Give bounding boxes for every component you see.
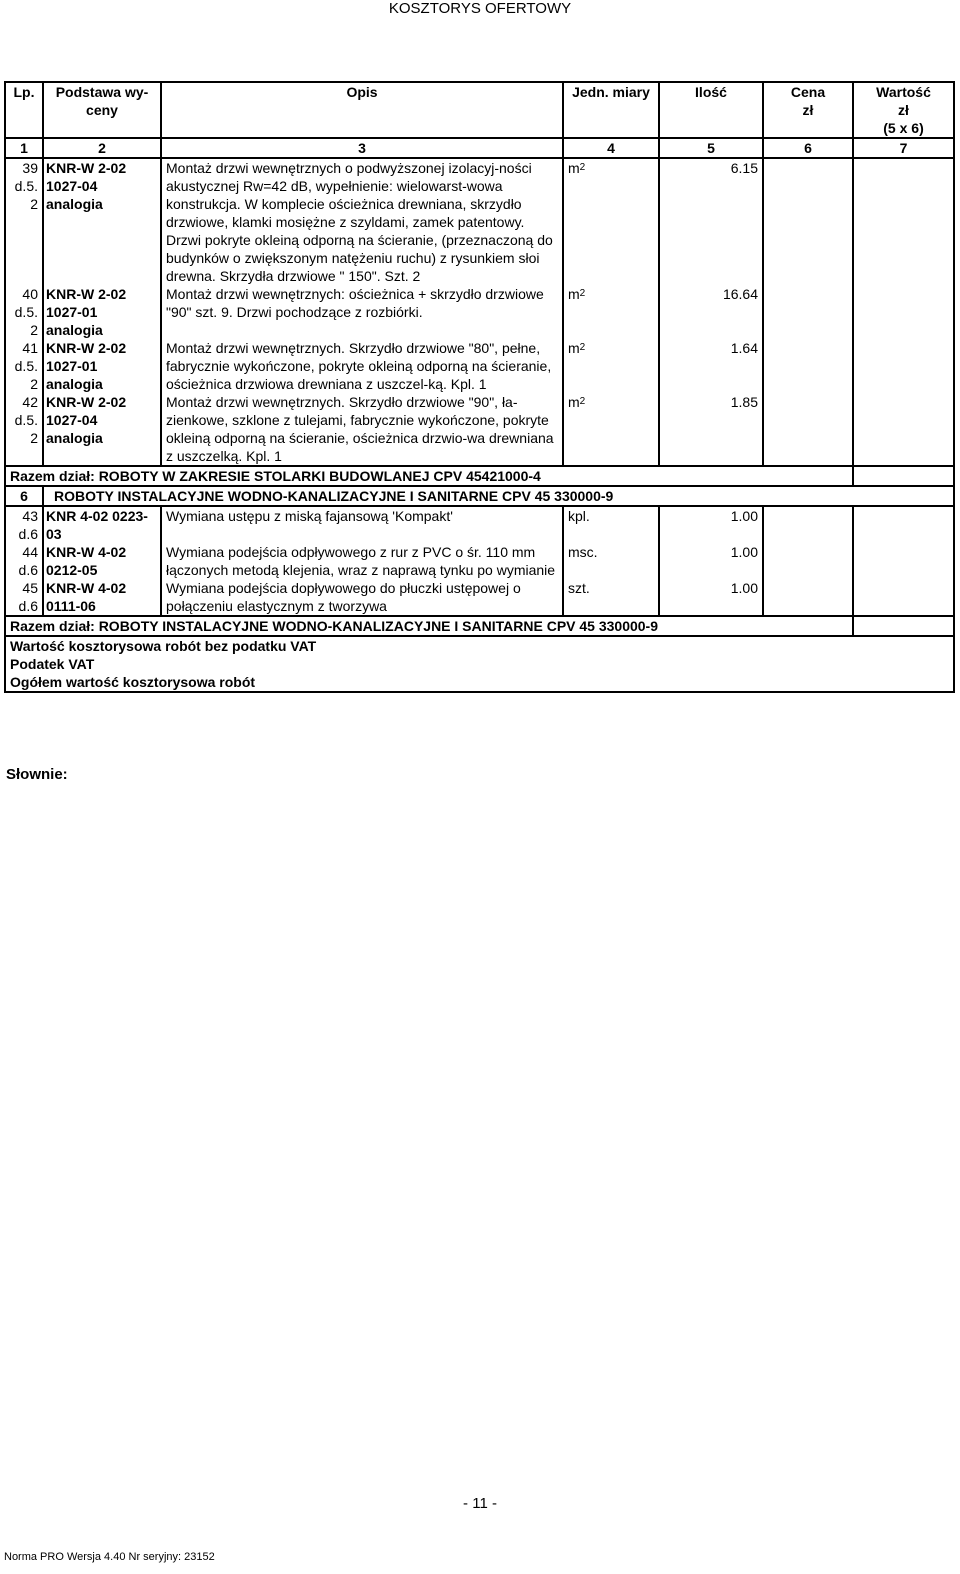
item-price (763, 506, 853, 543)
item-qty: 16.64 (659, 285, 763, 339)
item-value (853, 543, 954, 579)
item-basis: KNR-W 2-02 1027-04 analogia (43, 393, 161, 466)
item-unit: $m^2$ (563, 393, 659, 466)
section-summary-row (5, 616, 954, 636)
column-number-row (5, 138, 954, 158)
item-price (763, 339, 853, 393)
item-basis: KNR-W 4-02 0111-06 (43, 579, 161, 616)
item-unit: $m^2$ (563, 339, 659, 393)
total-net-row (5, 636, 954, 655)
item-lp: 43 d.6 (5, 506, 43, 543)
item-qty: 1.00 (659, 543, 763, 579)
total-gross-label: Ogółem wartość kosztorysowa robót (5, 673, 954, 692)
table-row (5, 506, 954, 543)
col-num-7: 7 (853, 138, 954, 158)
item-price (763, 393, 853, 466)
item-lp: 39 d.5. 2 (5, 158, 43, 285)
item-price (763, 158, 853, 285)
item-price (763, 579, 853, 616)
col-num-5: 5 (659, 138, 763, 158)
header-qty: Ilość (659, 82, 763, 138)
col-num-1: 1 (5, 138, 43, 158)
item-unit: kpl. (563, 506, 659, 543)
col-num-2: 2 (43, 138, 161, 158)
item-value (853, 393, 954, 466)
item-unit: szt. (563, 579, 659, 616)
item-desc: Montaż drzwi wewnętrznych: ościeżnica + skrzydło drzwiowe "90" szt. 9. Drzwi pochodzące z rozbiórki. (161, 285, 563, 339)
header-row (5, 82, 954, 138)
section-header-row (5, 486, 954, 506)
total-vat-row (5, 655, 954, 673)
item-unit: $m^2$ (563, 285, 659, 339)
item-basis: KNR 4-02 0223- 03 (43, 506, 161, 543)
total-gross-row (5, 673, 954, 692)
item-value (853, 579, 954, 616)
table-row (5, 579, 954, 616)
item-price (763, 543, 853, 579)
section-summary-label: Razem dział: ROBOTY INSTALACYJNE WODNO-KANALIZACYJNE I SANITARNE CPV 45 330000-9 (5, 616, 853, 636)
amount-in-words-label: Słownie: (6, 766, 68, 783)
software-footer: Norma PRO Wersja 4.40 Nr seryjny: 23152 (4, 1551, 215, 1563)
table-row (5, 339, 954, 393)
col-num-3: 3 (161, 138, 563, 158)
item-qty: 1.85 (659, 393, 763, 466)
table-row (5, 285, 954, 339)
section-lp: 6 (5, 486, 43, 506)
section-summary-row (5, 466, 954, 486)
item-value (853, 506, 954, 543)
total-net-label: Wartość kosztorysowa robót bez podatku VAT (5, 636, 954, 655)
item-desc: Wymiana podejścia dopływowego do płuczki ustępowej o połączeniu elastycznym z tworzywa (161, 579, 563, 616)
item-desc: Wymiana podejścia odpływowego z rur z PVC o śr. 110 mm łączonych metodą klejenia, wraz z naprawą tynku po wymianie (161, 543, 563, 579)
header-desc: Opis (161, 82, 563, 138)
item-qty: 1.64 (659, 339, 763, 393)
item-value (853, 285, 954, 339)
table-row (5, 543, 954, 579)
item-desc: Montaż drzwi wewnętrznych o podwyższonej izolacyj-ności akustycznej Rw=42 dB, wypełnienie: wielowarst-wowa konstrukcja. W komplecie ościeżnica drewniana, skrzydło drzwiowe, klamki mosiężne z szyldami, zamek patentowy. Drzwi pokryte okleiną odporną na ścieranie, (przeznaczoną do budynków o zwiększonym natężeniu ruchu) z rysunkiem słoi drewna. Skrzydła drzwiowe " 150". Szt. 2 (161, 158, 563, 285)
item-lp: 44 d.6 (5, 543, 43, 579)
col-num-6: 6 (763, 138, 853, 158)
item-qty: 6.15 (659, 158, 763, 285)
page-number: - 11 - (463, 1495, 497, 1512)
item-basis: KNR-W 2-02 1027-04 analogia (43, 158, 161, 285)
item-lp: 42 d.5. 2 (5, 393, 43, 466)
item-value (853, 339, 954, 393)
section-summary-label: Razem dział: ROBOTY W ZAKRESIE STOLARKI BUDOWLANEJ CPV 45421000-4 (5, 466, 853, 486)
item-qty: 1.00 (659, 579, 763, 616)
item-lp: 40 d.5. 2 (5, 285, 43, 339)
item-basis: KNR-W 2-02 1027-01 analogia (43, 339, 161, 393)
item-value (853, 158, 954, 285)
item-desc: Wymiana ustępu z miską fajansową 'Kompakt' (161, 506, 563, 543)
header-value: Wartość zł (5 x 6) (853, 82, 954, 138)
item-unit: msc. (563, 543, 659, 579)
item-basis: KNR-W 2-02 1027-01 analogia (43, 285, 161, 339)
item-lp: 41 d.5. 2 (5, 339, 43, 393)
item-basis: KNR-W 4-02 0212-05 (43, 543, 161, 579)
table-row (5, 158, 954, 285)
item-desc: Montaż drzwi wewnętrznych. Skrzydło drzwiowe "90", ła-zienkowe, szklone z tulejami, fabrycznie wykończone, pokryte okleiną odporną na ścieranie, ościeżnica drzwio-wa drewniana z uszczelką. Kpl. 1 (161, 393, 563, 466)
total-vat-label: Podatek VAT (5, 655, 954, 673)
header-basis: Podstawa wy- ceny (43, 82, 161, 138)
item-lp: 45 d.6 (5, 579, 43, 616)
section-summary-value (853, 466, 954, 486)
estimate-table (4, 81, 955, 693)
item-desc: Montaż drzwi wewnętrznych. Skrzydło drzwiowe "80", pełne, fabrycznie wykończone, pokryte okleiną odporną na ścieranie, ościeżnica drzwiowa drewniana z uszczel-ką. Kpl. 1 (161, 339, 563, 393)
header-lp: Lp. (5, 82, 43, 138)
item-price (763, 285, 853, 339)
section-summary-value (853, 616, 954, 636)
page-title: KOSZTORYS OFERTOWY (388, 0, 572, 17)
header-unit: Jedn. miary (563, 82, 659, 138)
item-unit: $m^2$ (563, 158, 659, 285)
table-row (5, 393, 954, 466)
header-price: Cena zł (763, 82, 853, 138)
col-num-4: 4 (563, 138, 659, 158)
item-qty: 1.00 (659, 506, 763, 543)
section-title: ROBOTY INSTALACYJNE WODNO-KANALIZACYJNE I SANITARNE CPV 45 330000-9 (43, 486, 954, 506)
